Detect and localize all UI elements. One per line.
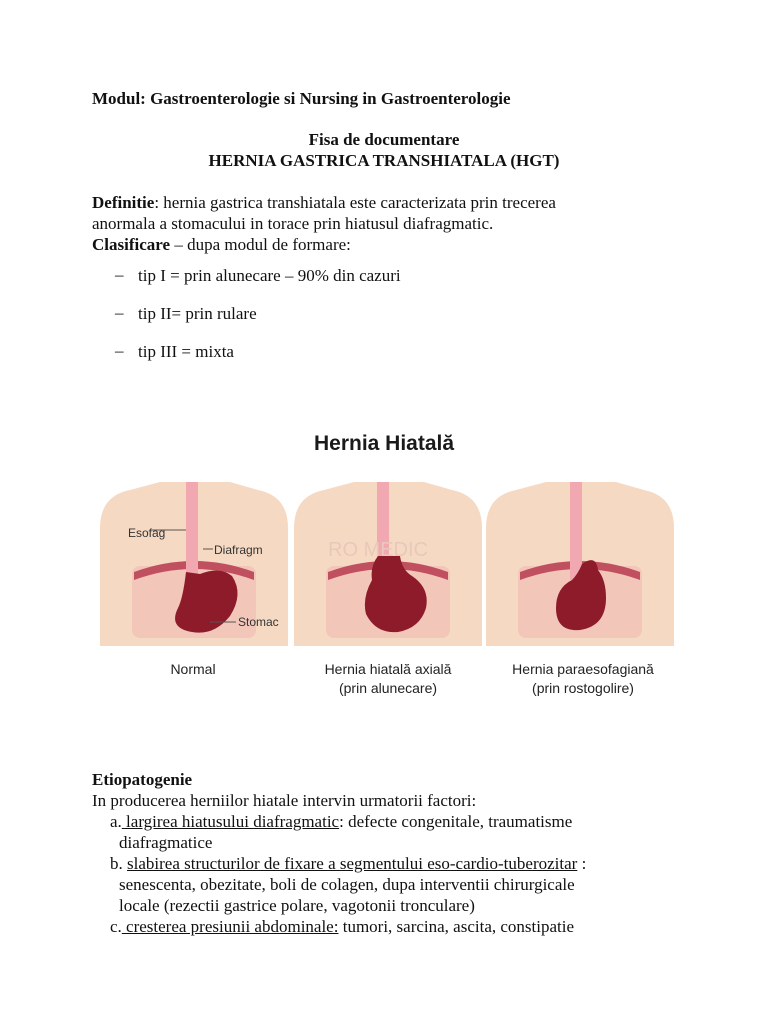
factor-c-text: tumori, sarcina, ascita, constipatie — [338, 917, 575, 936]
classification-item: tip I = prin alunecare – 90% din cazuri — [138, 266, 401, 285]
caption-axial — [298, 660, 478, 698]
document-type: Fisa de documentare — [308, 130, 460, 149]
factor-a-continuation: diafragmatice — [119, 833, 213, 852]
dash-bullet: – — [115, 341, 124, 360]
figure-title: Hernia Hiatală — [313, 432, 455, 455]
etiopathogeny-heading: Etiopatogenie — [92, 770, 193, 789]
panel-paraesophageal-hernia — [486, 482, 674, 646]
caption-line2: (prin rostogolire) — [532, 680, 634, 696]
list-marker: a. — [110, 812, 122, 831]
factor-a — [110, 811, 572, 832]
watermark: RO MEDIC — [328, 539, 428, 561]
list-marker: b. — [110, 854, 123, 873]
factor-a-text: : defecte congenitale, traumatisme — [339, 812, 573, 831]
factor-b-text: : — [577, 854, 587, 873]
definition-paragraph — [92, 192, 556, 213]
caption-paraesophageal — [488, 660, 678, 698]
classification-text: – dupa modul de formare: — [170, 235, 351, 254]
classification-paragraph — [92, 234, 351, 255]
factor-c — [110, 916, 574, 937]
factor-c-title: cresterea presiunii abdominale: — [121, 917, 339, 936]
caption-line1: Hernia paraesofagiană — [512, 661, 654, 677]
panel-axial-hernia — [294, 482, 482, 646]
classification-label: Clasificare — [92, 235, 171, 254]
definition-text-line2: anormala a stomacului in torace prin hiatusul diafragmatic. — [92, 214, 494, 233]
label-esophagus: Esofag — [128, 526, 166, 540]
etiopathogeny-intro: In producerea herniilor hiatale intervin urmatorii factori: — [92, 791, 477, 810]
caption-line2: (prin alunecare) — [338, 680, 438, 696]
factor-a-title: largirea hiatusului diafragmatic — [121, 812, 340, 831]
caption-normal — [118, 660, 268, 679]
classification-item: tip II= prin rulare — [138, 304, 257, 323]
factor-b — [110, 853, 586, 874]
list-marker: c. — [110, 917, 122, 936]
dash-bullet: – — [115, 303, 124, 322]
caption-line1: Normal — [170, 661, 216, 677]
factor-b-continuation: locale (rezectii gastrice polare, vagotonii tronculare) — [119, 896, 475, 915]
factor-b-continuation: senescenta, obezitate, boli de colagen, dupa interventii chirurgicale — [119, 875, 575, 894]
definition-text-line1: : hernia gastrica transhiatala este caracterizata prin trecerea — [154, 193, 556, 212]
module-line: Modul: Gastroenterologie si Nursing in Gastroenterologie — [92, 89, 511, 108]
caption-line1: Hernia hiatală axială — [324, 661, 452, 677]
factor-b-title: slabirea structurilor de fixare a segmentului eso-cardio-tuberozitar — [127, 854, 578, 873]
definition-label: Definitie — [92, 193, 155, 212]
document-title: HERNIA GASTRICA TRANSHIATALA (HGT) — [208, 151, 560, 170]
dash-bullet: – — [115, 265, 124, 284]
classification-item: tip III = mixta — [138, 342, 234, 361]
label-stomach: Stomac — [238, 615, 279, 629]
label-diaphragm: Diafragm — [214, 543, 263, 557]
hiatal-hernia-illustration — [0, 476, 768, 646]
